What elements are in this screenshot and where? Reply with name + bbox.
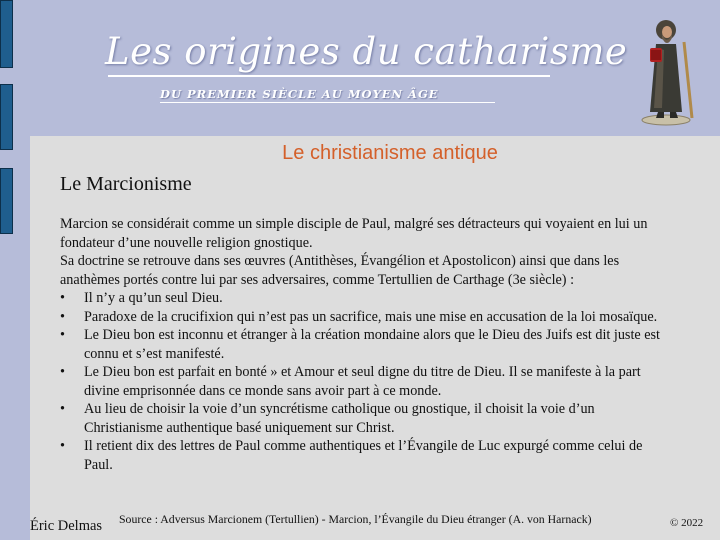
list-item-text: Le Dieu bon est parfait en bonté » et Amour et seul digne du titre de Dieu. Il se manifeste à la part divine emprisonnée dans ce monde sans avoir part à ce monde. xyxy=(84,364,641,399)
list-item xyxy=(60,363,660,400)
list-item xyxy=(60,308,660,327)
author-name: Éric Delmas xyxy=(30,518,103,534)
list-item xyxy=(60,289,660,308)
bullet-glyph: • xyxy=(60,401,65,417)
paragraph: Marcion se considérait comme un simple disciple de Paul, malgré ses détracteurs qui voyaient en lui un fondateur d’une nouvelle religion gnostique. xyxy=(60,216,648,251)
section-title: Le christianisme antique xyxy=(282,142,498,164)
list-item-text: Il retient dix des lettres de Paul comme authentiques et l’Évangile de Luc expurgé comme celui de Paul. xyxy=(84,438,643,473)
copyright-notice: © 2022 xyxy=(670,517,704,529)
slide-subtitle: DU PREMIER SIÈCLE AU MOYEN ÂGE xyxy=(160,87,439,101)
side-tab-3 xyxy=(0,168,13,234)
paragraph: Sa doctrine se retrouve dans ses œuvres (Antithèses, Évangélion et Apostolicon) ainsi que dans les anathèmes portés contre lui par ses adversaires, comme Tertullien de Carthage (3e siècle) : xyxy=(60,253,620,288)
list-item xyxy=(60,437,660,474)
side-tab-2 xyxy=(0,84,13,150)
source-citation: Source : Adversus Marcionem (Tertullien) - Marcion, l’Évangile du Dieu étranger (A. von Harnack) xyxy=(119,512,592,526)
cathar-figurine-icon xyxy=(636,8,700,126)
bullet-glyph: • xyxy=(60,308,65,325)
list-item xyxy=(60,326,660,363)
slide-heading: Le Marcionisme xyxy=(60,173,192,195)
subtitle-underline xyxy=(160,102,495,103)
bullet-glyph: • xyxy=(60,327,65,343)
list-item-text: Au lieu de choisir la voie d’un syncrétisme catholique ou gnostique, il choisit la voie d’un Christianisme authentique basé uniquement sur Christ. xyxy=(84,401,595,436)
title-underline xyxy=(108,75,550,77)
bullet-glyph: • xyxy=(60,364,65,380)
list-item-text: Le Dieu bon est inconnu et étranger à la création mondaine alors que le Dieu des Juifs est dit juste est connu et s’est manifesté. xyxy=(84,327,660,362)
list-item-text: Il n’y a qu’un seul Dieu. xyxy=(84,290,223,306)
bullet-glyph: • xyxy=(60,438,65,454)
bullet-list xyxy=(60,289,660,474)
slide-body xyxy=(60,215,660,474)
bullet-glyph: • xyxy=(60,290,65,306)
side-tab-1 xyxy=(0,0,13,68)
list-item xyxy=(60,400,660,437)
list-item-text: Paradoxe de la crucifixion qui n’est pas un sacrifice, mais une mise en accusation de la loi mosaïque. xyxy=(84,308,658,325)
slide-title: Les origines du catharisme xyxy=(105,30,628,73)
